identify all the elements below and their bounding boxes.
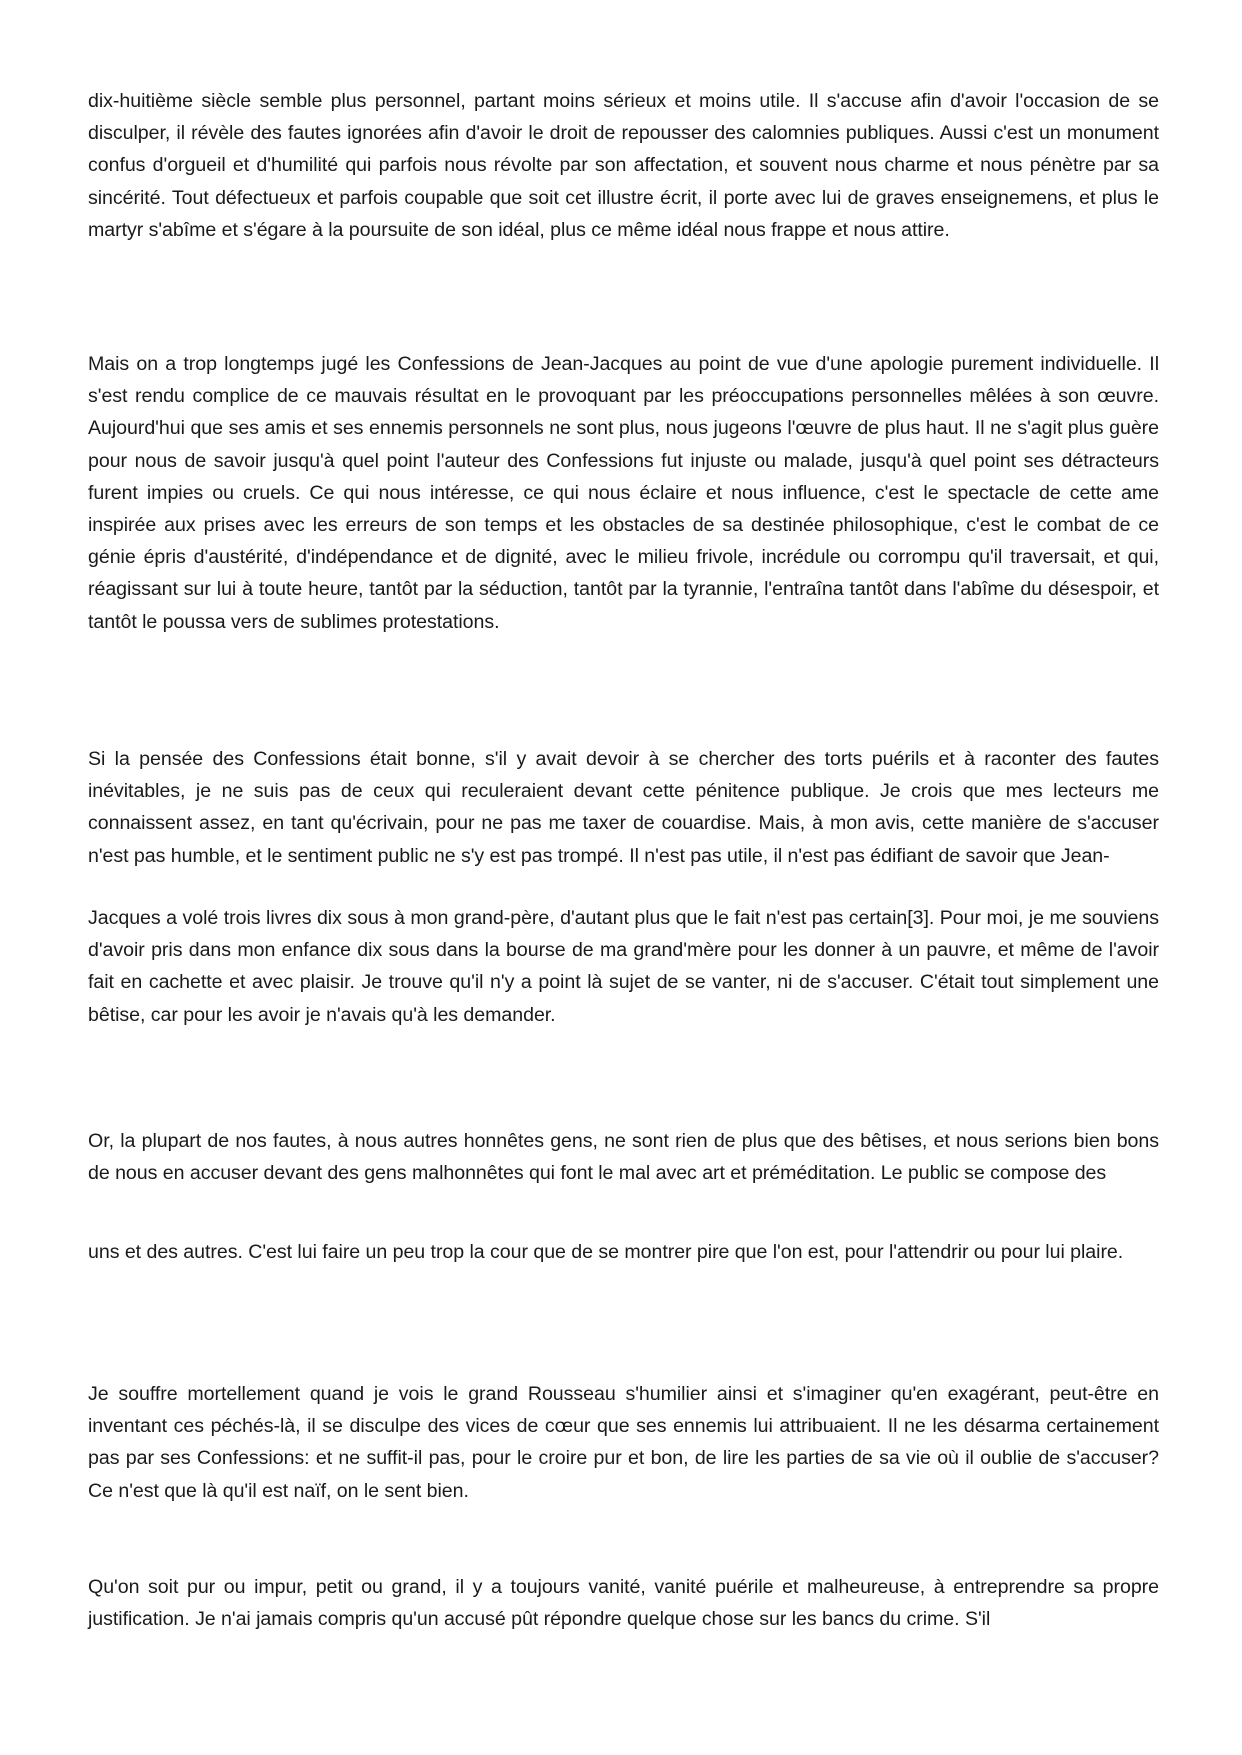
- paragraph-8: Qu'on soit pur ou impur, petit ou grand, il y a toujours vanité, vanité puérile et malheureuse, à entreprendre sa propre justification. Je n'ai jamais compris qu'un accusé pût répondre quelque chose sur les bancs du crime. S'il: [88, 1576, 1159, 1631]
- paragraph-2: Mais on a trop longtemps jugé les Confessions de Jean-Jacques au point de vue d'une apologie purement individuelle. Il s'est rendu complice de ce mauvais résultat en le provoquant par les préoccupations personnelles mêlées à son œuvre. Aujourd'hui que ses amis et ses ennemis personnels ne sont plus, nous jugeons l'œuvre de plus haut. Il ne s'agit plus guère pour nous de savoir jusqu'à quel point l'auteur des Confessions fut injuste ou malade, jusqu'à quel point ses détracteurs furent impies ou cruels. Ce qui nous intéresse, ce qui nous éclaire et nous influence, c'est le spectacle de cette ame inspirée aux prises avec les erreurs de son temps et les obstacles de sa destinée philosophique, c'est le combat de ce génie épris d'austérité, d'indépendance et de dignité, avec le milieu frivole, incrédule ou corrompu qu'il traversait, et qui, réagissant sur lui à toute heure, tantôt par la séduction, tantôt par la tyrannie, l'entraîna tantôt dans l'abîme du désespoir, et tantôt le poussa vers de sublimes protestations.: [88, 353, 1159, 633]
- paragraph-4: Jacques a volé trois livres dix sous à mon grand-père, d'autant plus que le fait n'est pas certain[3]. Pour moi, je me souviens d'avoir pris dans mon enfance dix sous dans la bourse de ma grand'mère pour les donner à un pauvre, et même de l'avoir fait en cachette et avec plaisir. Je trouve qu'il n'y a point là sujet de se vanter, ni de s'accuser. C'était tout simplement une bêtise, car pour les avoir je n'avais qu'à les demander.: [88, 907, 1159, 1026]
- paragraph-1: dix-huitième siècle semble plus personnel, partant moins sérieux et moins utile. Il s'accuse afin d'avoir l'occasion de se disculper, il révèle des fautes ignorées afin d'avoir le droit de repousser des calomnies publiques. Aussi c'est un monument confus d'orgueil et d'humilité qui parfois nous révolte par son affectation, et souvent nous charme et nous pénètre par sa sincérité. Tout défectueux et parfois coupable que soit cet illustre écrit, il porte avec lui de graves enseignemens, et plus le martyr s'abîme et s'égare à la poursuite de son idéal, plus ce même idéal nous frappe et nous attire.: [88, 90, 1159, 241]
- paragraph-6: uns et des autres. C'est lui faire un peu trop la cour que de se montrer pire que l'on est, pour l'attendrir ou pour lui plaire.: [88, 1241, 1124, 1263]
- paragraph-5: Or, la plupart de nos fautes, à nous autres honnêtes gens, ne sont rien de plus que des bêtises, et nous serions bien bons de nous en accuser devant des gens malhonnêtes qui font le mal avec art et préméditation. Le public se compose des: [88, 1130, 1159, 1185]
- paragraph-7: Je souffre mortellement quand je vois le grand Rousseau s'humilier ainsi et s'imaginer qu'en exagérant, peut-être en inventant ces péchés-là, il se disculpe des vices de cœur que ses ennemis lui attribuaient. Il ne les désarma certainement pas par ses Confessions: et ne suffit-il pas, pour le croire pur et bon, de lire les parties de sa vie où il oublie de s'accuser? Ce n'est que là qu'il est naïf, on le sent bien.: [88, 1383, 1159, 1502]
- paragraph-3: Si la pensée des Confessions était bonne, s'il y avait devoir à se chercher des torts puérils et à raconter des fautes inévitables, je ne suis pas de ceux qui reculeraient devant cette pénitence publique. Je crois que mes lecteurs me connaissent assez, en tant qu'écrivain, pour ne pas me taxer de couardise. Mais, à mon avis, cette manière de s'accuser n'est pas humble, et le sentiment public ne s'y est pas trompé. Il n'est pas utile, il n'est pas édifiant de savoir que Jean-: [88, 748, 1159, 867]
